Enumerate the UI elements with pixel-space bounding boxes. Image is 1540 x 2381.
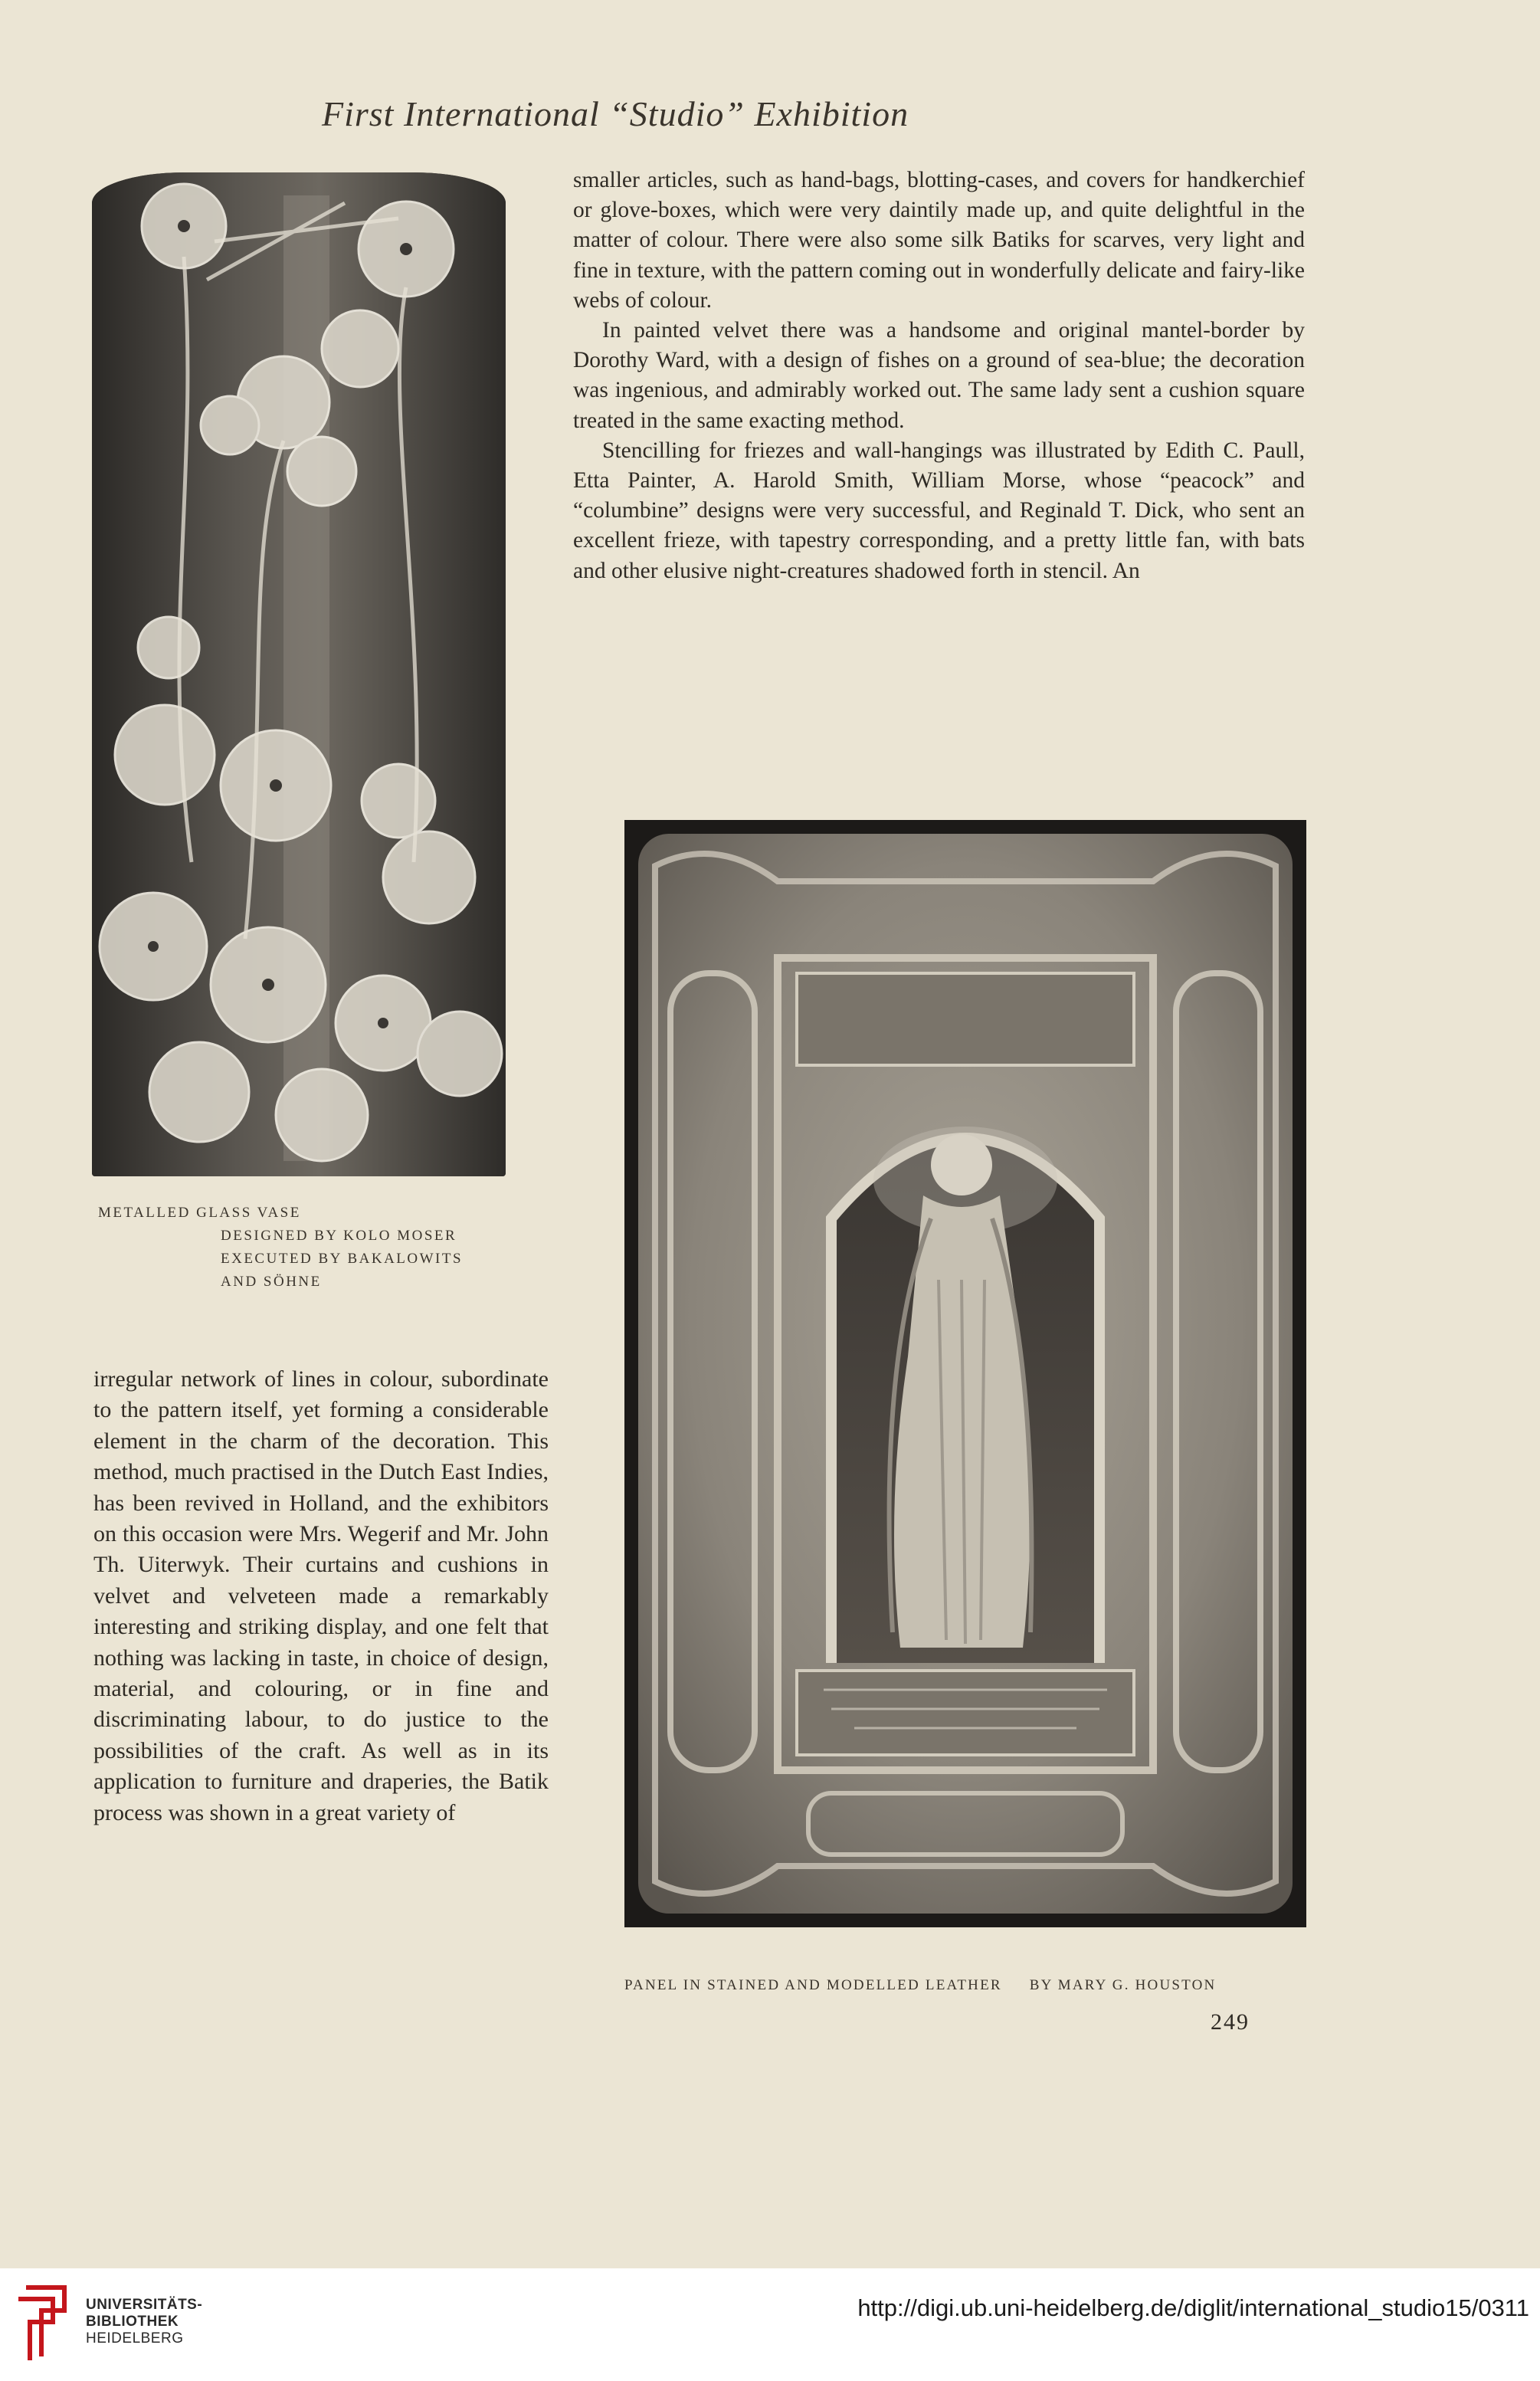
footer-bar — [0, 2268, 1540, 2381]
panel-caption-credit: BY MARY G. HOUSTON — [1029, 1977, 1217, 1993]
running-head: First International “Studio” Exhibition — [322, 94, 909, 133]
vase-caption-line-2: DESIGNED BY KOLO MOSER — [221, 1228, 457, 1244]
panel-caption — [624, 1977, 1322, 1994]
source-url-link[interactable]: http://digi.ub.uni-heidelberg.de/diglit/international_studio15/0311 — [857, 2294, 1529, 2321]
paragraph: smaller articles, such as hand-bags, blotting-cases, and covers for handkerchief or glove-boxes, which were very daintily made up, and quite delightful in the matter of colour. There were also some silk Batiks for scarves, very light and fine in texture, with the pattern coming out in wonderfully delicate and fairy-like webs of colour. — [573, 168, 1305, 313]
university-library-logo-icon — [11, 2280, 75, 2364]
page-number: 249 — [1211, 2009, 1250, 2035]
paragraph: irregular network of lines in colour, subordinate to the pattern itself, yet forming a considerable element in the charm of the decoration. This method, much practised in the Dutch East Indies, has been revived in Holland, and the exhibitors on this occasion were Mrs. Wegerif and Mr. John Th. Uiterwyk. Their curtains and cushions in velvet and velveteen made a remarkably interesting and striking display, and one felt that nothing was lacking in taste, in choice of design, material, and colouring, or in fine and discriminating labour, to do justice to the possibilities of the craft. As well as in its application to furniture and draperies, the Batik process was shown in a great variety of — [93, 1366, 549, 1825]
panel-caption-title: PANEL IN STAINED AND MODELLED LEATHER — [624, 1977, 1002, 1993]
paragraph: In painted velvet there was a handsome and original mantel-border by Dorothy Ward, with a design of fishes on a ground of sea-blue; the decoration was ingenious, and admirably worked out. The same lady sent a cushion square treated in the same exacting method. — [573, 318, 1305, 433]
library-name — [86, 2297, 202, 2347]
library-name-line-1: UNIVERSITÄTS- — [86, 2297, 203, 2313]
left-column-text — [93, 1364, 549, 1828]
vase-caption-line-4: AND SÖHNE — [221, 1274, 322, 1290]
vase-caption-line-1: METALLED GLASS VASE — [98, 1205, 301, 1221]
leather-panel-illustration — [624, 820, 1306, 1927]
paragraph: Stencilling for friezes and wall-hangings was illustrated by Edith C. Paull, Etta Painter, A. Harold Smith, William Morse, whose “peacock” and “columbine” designs were very successful, and Reginald T. Dick, who sent an excellent frieze, with tapestry corresponding, and a pretty little fan, with bats and other elusive night-creatures shadowed forth in stencil. An — [573, 438, 1305, 583]
right-column-text — [573, 166, 1305, 586]
vase-caption-line-3: EXECUTED BY BAKALOWITS — [221, 1251, 464, 1267]
library-name-line-3: HEIDELBERG — [86, 2330, 184, 2347]
vase-illustration — [92, 172, 506, 1176]
library-name-line-2: BIBLIOTHEK — [86, 2314, 179, 2330]
